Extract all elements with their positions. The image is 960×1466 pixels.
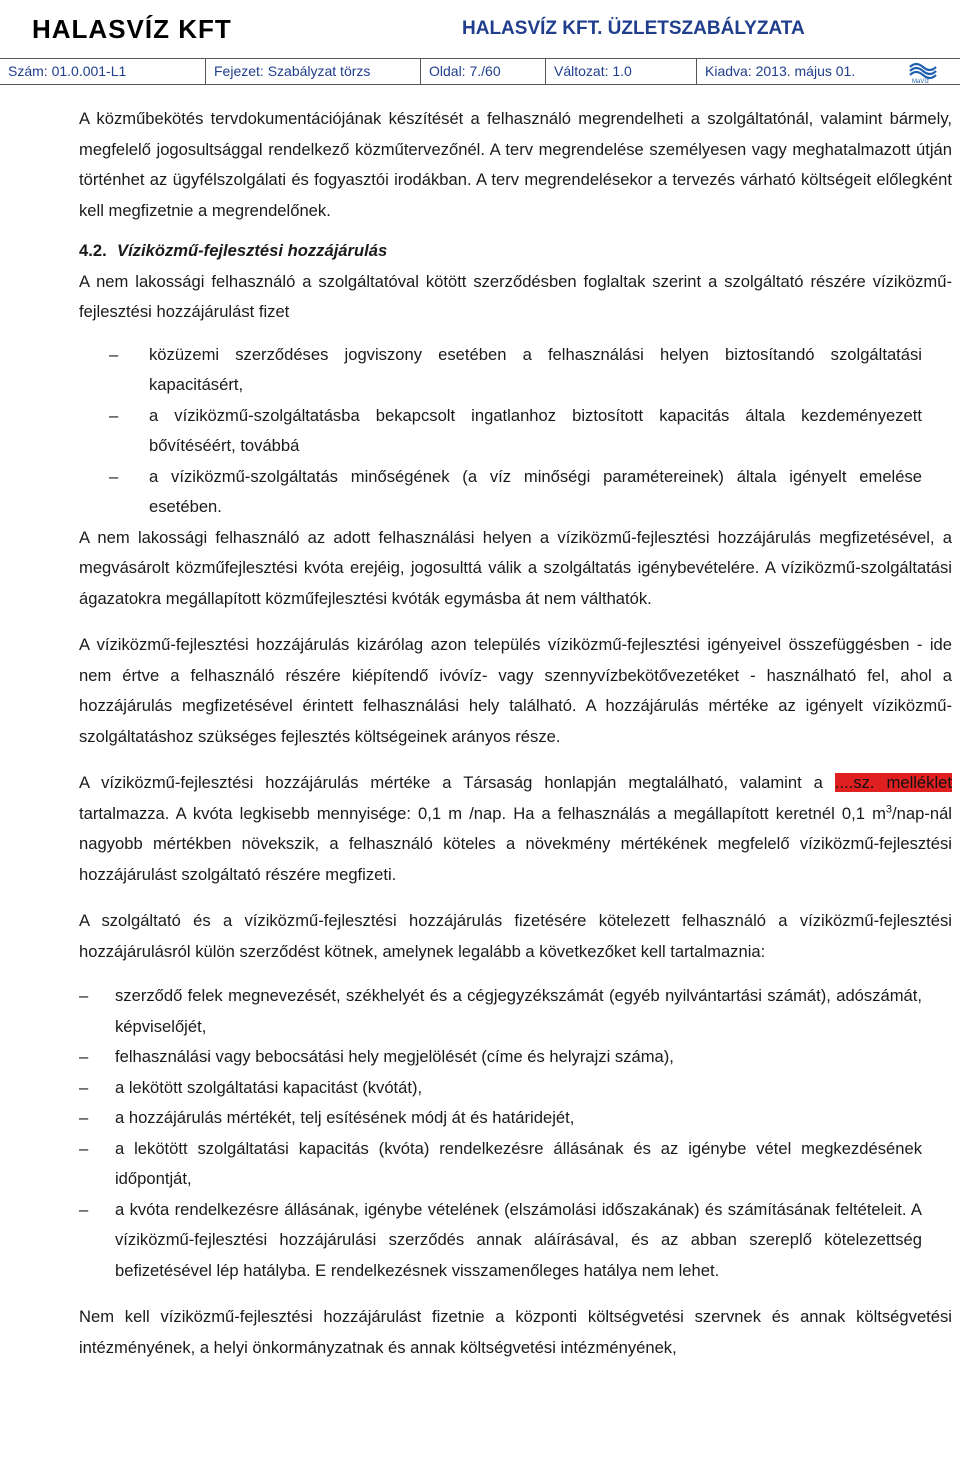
mavíz-logo-icon xyxy=(906,58,940,84)
section-heading xyxy=(79,236,952,267)
list-item: – a hozzájárulás mértékét, telj esítésének módj át és határidejét, xyxy=(79,1103,952,1134)
list-item: – közüzemi szerződéses jogviszony esetében a felhasználási helyen biztosítandó szolgáltatási kapacitásért, xyxy=(79,340,952,401)
paragraph-quota: A nem lakossági felhasználó az adott felhasználási helyen a víziközmű-fejlesztési hozzájárulás megfizetésével, a megvásárolt közműfejlesztési kvóta erejéig, jogosulttá válik a szolgáltatás igénybevételére. A víziközmű-szolgáltatási ágazatokra megállapított közműfejlesztési kvóták egymásba át nem válthatók. xyxy=(79,527,952,608)
paragraph-exemption: Nem kell víziközmű-fejlesztési hozzájárulást fizetnie a központi költségvetési szervnek és annak költségvetési intézményének, a helyi önkormányzatnak és annak költségvetési intézményének, xyxy=(79,1307,952,1357)
contract-contents-list xyxy=(79,981,952,1286)
paragraph-lead: A nem lakossági felhasználó a szolgáltatóval kötött szerződésben foglaltak szerint a szolgáltató részére víziközmű-fejlesztési hozzájárulást fizet xyxy=(79,271,952,321)
document-title: HALASVÍZ KFT. ÜZLETSZABÁLYZATA xyxy=(462,18,805,39)
paragraph-amount: A víziközmű-fejlesztési hozzájárulás mértéke a Társaság honlapján megtalálható, valamint a ....sz. melléklet tartalmazza. A kvóta legkisebb mennyisége: 0,1 m /nap. Ha a felhasználás a megállapított keretnél 0,1 $m^3/nap$-nál nagyobb mértékben növekszik, a felhasználó köteles a növekmény mértékének megfelelő víziközmű-fejlesztési hozzájárulást szolgáltató részére megfizeti. xyxy=(79,773,952,884)
section-number: 4.2. xyxy=(79,241,107,260)
page-number: Oldal: 7./60 xyxy=(420,58,545,84)
list-item: – a lekötött szolgáltatási kapacitás (kvóta) rendelkezésre állásának és az igénybe vétel megkezdésének időpontját, xyxy=(79,1134,952,1195)
list-item: – a víziközmű-szolgáltatásba bekapcsolt ingatlanhoz biztosított kapacitás általa kezdeményezett bővítéséért, továbbá xyxy=(79,401,952,462)
issue-date: Kiadva: 2013. május 01. xyxy=(696,58,895,84)
document-body xyxy=(79,104,952,1363)
paragraph-usage: A víziközmű-fejlesztési hozzájárulás kizárólag azon település víziközmű-fejlesztési igényeivel összefüggésben - ide nem értve a felhasználó részére kiépítendő ivóvíz- vagy szennyvízbekötővezetéket - használható fel, ahol a hozzájárulás megfizetésével érintett felhasználási hely található. A hozzájárulás mértéke az igényelt víziközmű-szolgáltatáshoz szükséges fejlesztés költségeinek arányos része. xyxy=(79,635,952,746)
list-item: – a kvóta rendelkezésre állásának, igénybe vételének (elszámolási időszakának) és számításának feltételeit. A víziközmű-fejlesztési hozzájárulási szerződés annak aláírásával, és az abban szereplő kötelezettség befizetésével lép hatályba. E rendelkezésnek visszamenőleges hatálya nem lehet. xyxy=(79,1195,952,1287)
doc-number: Szám: 01.0.001-L1 xyxy=(8,63,127,79)
paragraph-contract: A szolgáltató és a víziközmű-fejlesztési hozzájárulás fizetésére kötelezett felhasználó a víziközmű-fejlesztési hozzájárulásról külön szerződést kötnek, amelynek legalább a következőket kell tartalmaznia: xyxy=(79,911,952,961)
page-header xyxy=(0,0,960,82)
svg-text:MaVíz: MaVíz xyxy=(912,79,930,84)
list-item: – felhasználási vagy bebocsátási hely megjelölését (címe és helyrajzi száma), xyxy=(79,1042,952,1073)
contribution-cases-list xyxy=(79,340,952,523)
section-title: Víziközmű-fejlesztési hozzájárulás xyxy=(117,241,388,260)
paragraph-intro: A közműbekötés tervdokumentációjának készítését a felhasználó megrendelheti a szolgáltatónál, valamint bármely, megfelelő jogosultsággal rendelkező közműtervezőnél. A terv megrendelése személyesen vagy meghatalmazott útján történhet az ügyfélszolgálati és fogyasztói irodákban. A terv megrendelésekor a tervezés várható költségeit előlegként kell megfizetnie a megrendelőnek. xyxy=(79,109,952,220)
highlighted-annex-reference: ....sz. melléklet xyxy=(834,773,952,792)
company-name: HALASVÍZ KFT xyxy=(32,14,232,44)
version: Változat: 1.0 xyxy=(545,58,676,84)
list-item: – a víziközmű-szolgáltatás minőségének (a víz minőségi paramétereinek) általa igényelt emelése esetében. xyxy=(79,462,952,523)
list-item: – szerződő felek megnevezését, székhelyét és a cégjegyzékszámát (egyéb nyilvántartási számát), adószámát, képviselőjét, xyxy=(79,981,952,1042)
header-title-row xyxy=(0,0,960,59)
list-item: – a lekötött szolgáltatási kapacitást (kvótát), xyxy=(79,1073,952,1104)
header-meta-row xyxy=(0,58,960,85)
chapter: Fejezet: Szabályzat törzs xyxy=(205,58,419,84)
